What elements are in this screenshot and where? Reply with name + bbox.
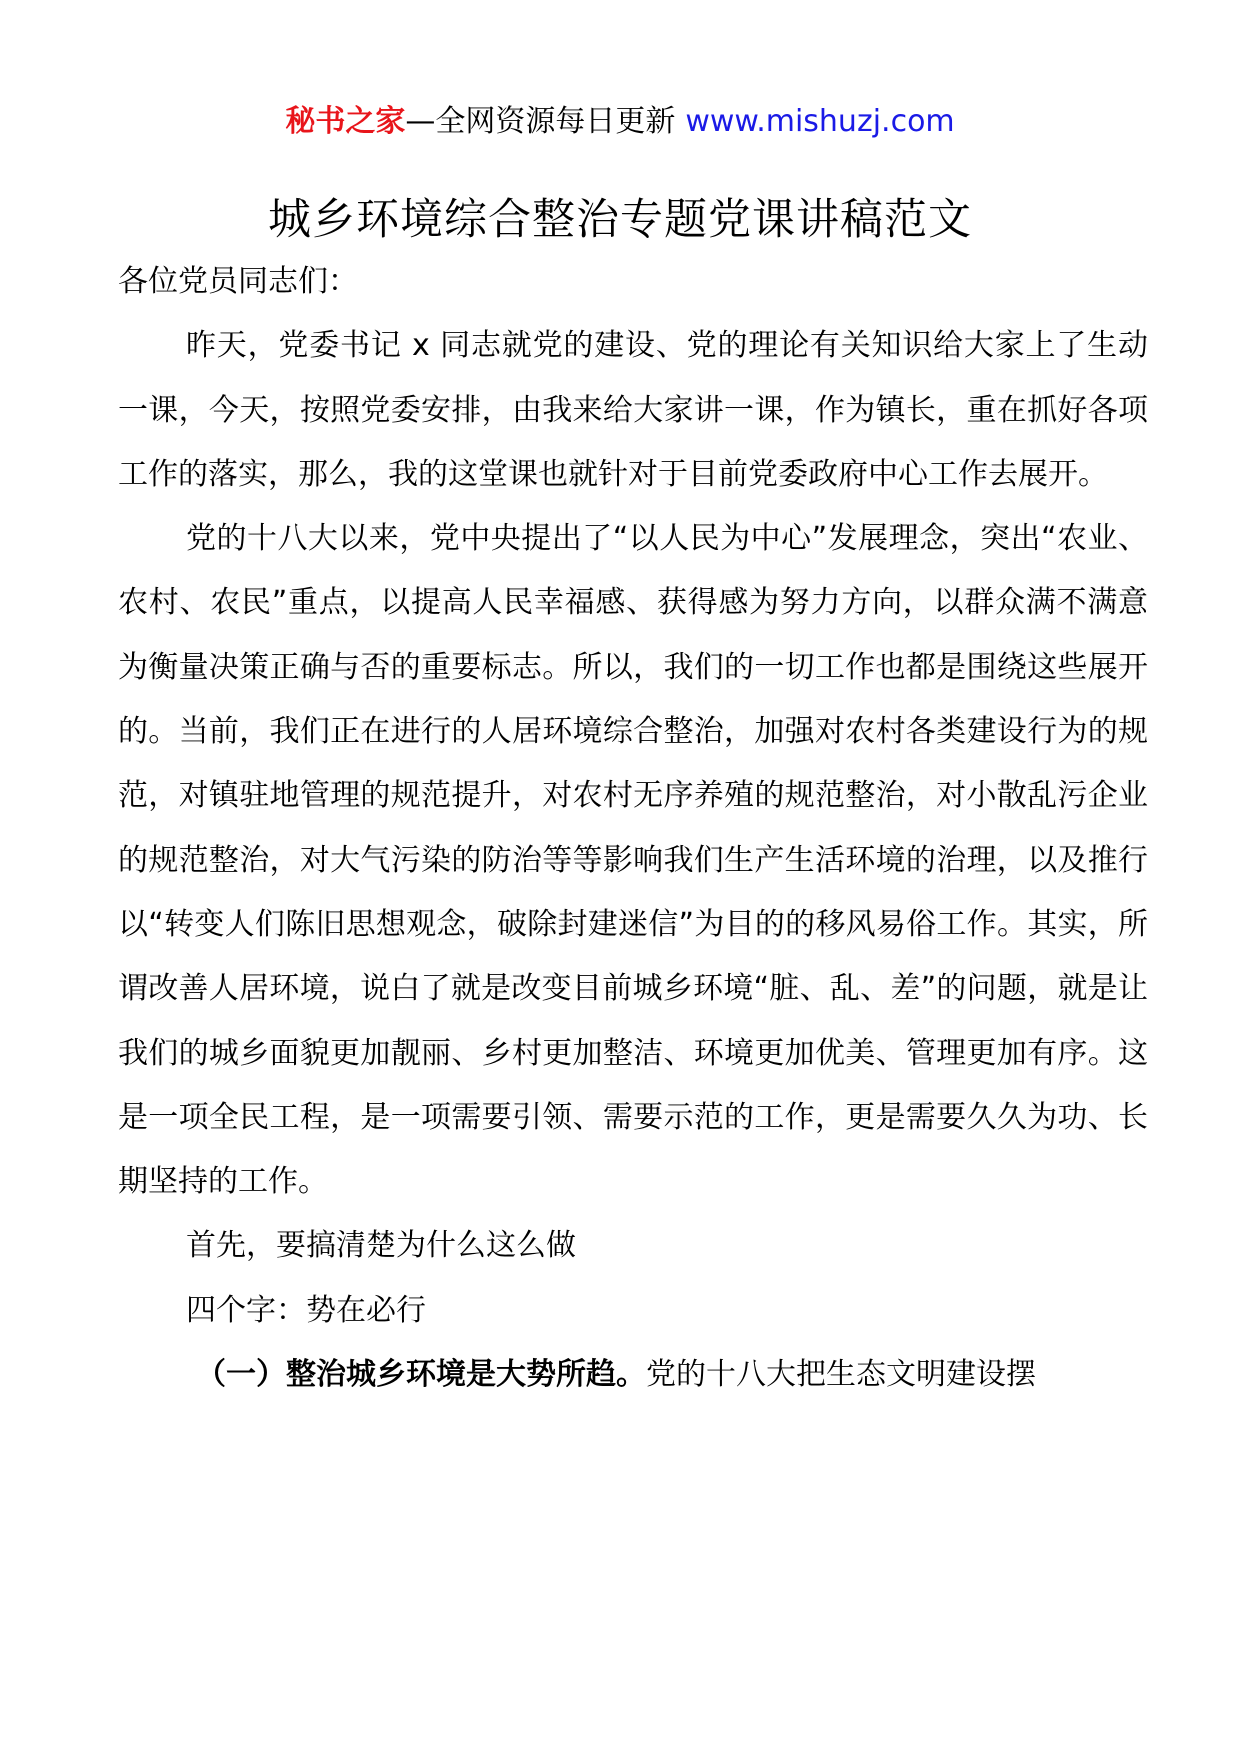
document-title: 城乡环境综合整治专题党课讲稿范文 xyxy=(268,195,972,245)
site-url-link[interactable]: www.mishuzj.com xyxy=(685,104,955,139)
paragraph-first-point: 首先，要搞清楚为什么这么做 xyxy=(186,1228,576,1264)
paragraph-background: 党的十八大以来，党中央提出了“以人民为中心”发展理念，突出“农业、农村、农民”重点，以提高人民幸福感、获得感为努力方向，以群众满不满意为衡量决策正确与否的重要标志。所以，我们的一切工作也都是围绕这些展开的。当前，我们正在进行的人居环境综合整治，加强对农村各类建设行为的规范，对镇驻地管理的规范提升，对农村无序养殖的规范整治，对小散乱污企业的规范整治，对大气污染的防治等等影响我们生产生活环境的治理，以及推行以“转变人们陈旧思想观念，破除封建迷信”为目的的移风易俗工作。其实，所谓改善人居环境，说白了就是改变目前城乡环境“脏、乱、差”的问题，就是让我们的城乡面貌更加靓丽、乡村更加整洁、环境更加优美、管理更加有序。这是一项全民工程，是一项需要引领、需要示范的工作，更是需要久久为功、长期坚持的工作。 xyxy=(118,521,1148,1200)
salutation: 各位党员同志们： xyxy=(118,264,358,299)
site-header xyxy=(0,100,1240,144)
site-brand: 秘书之家 xyxy=(285,104,406,139)
section-one-paragraph xyxy=(118,1343,1148,1407)
paragraph-intro: 昨天，党委书记 x 同志就党的建设、党的理论有关知识给大家上了生动一课，今天，按照党委安排，由我来给大家讲一课，作为镇长，重在抓好各项工作的落实，那么，我的这堂课也就针对于目前党委政府中心工作去展开。 xyxy=(118,328,1148,492)
document-body xyxy=(118,250,1148,1407)
paragraph-four-words: 四个字：势在必行 xyxy=(186,1292,426,1328)
section-one-text: 党的十八大把生态文明建设摆 xyxy=(646,1357,1036,1393)
section-one-heading: （一）整治城乡环境是大势所趋。 xyxy=(196,1357,646,1393)
site-slogan: —全网资源每日更新 xyxy=(405,104,676,139)
